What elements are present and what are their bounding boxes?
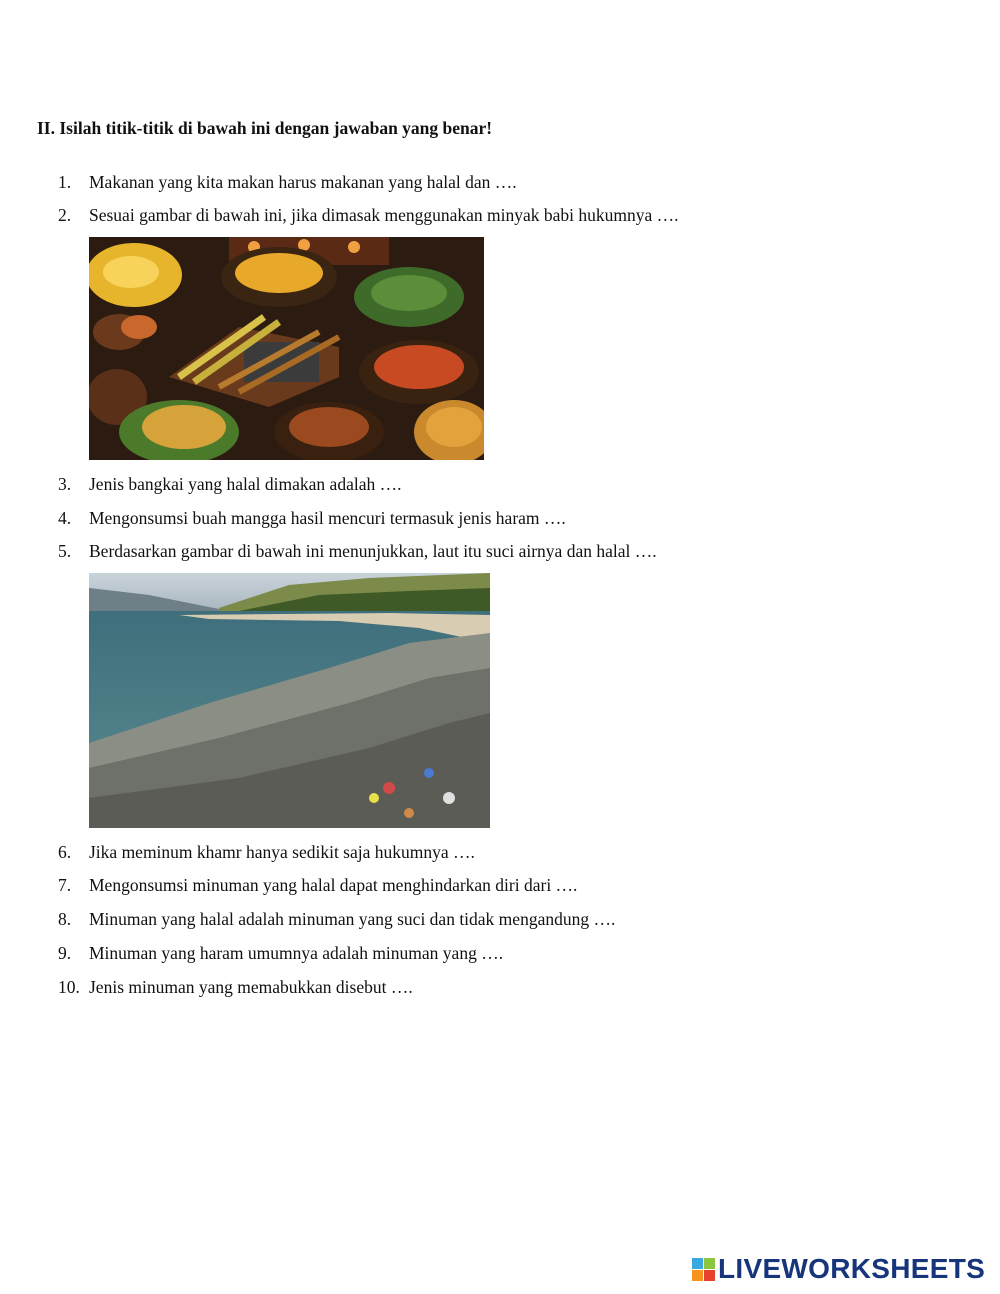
question-text: Berdasarkan gambar di bawah ini menunjukkan, laut itu suci airnya dan halal …. xyxy=(89,541,657,561)
food-photo xyxy=(89,237,484,460)
logo-square xyxy=(692,1258,703,1269)
question-10 xyxy=(58,977,413,998)
question-9 xyxy=(58,943,503,964)
question-text: Sesuai gambar di bawah ini, jika dimasak menggunakan minyak babi hukumnya …. xyxy=(89,205,679,225)
section-heading: II. Isilah titik-titik di bawah ini dengan jawaban yang benar! xyxy=(37,118,493,138)
question-number: 4. xyxy=(58,508,72,528)
logo-mark-icon xyxy=(692,1258,715,1281)
question-number: 3. xyxy=(58,474,72,494)
liveworksheets-logo xyxy=(692,1254,985,1284)
logo-text: LIVEWORKSHEETS xyxy=(718,1253,986,1284)
question-text: Jenis bangkai yang halal dimakan adalah …. xyxy=(89,474,402,494)
question-7 xyxy=(58,875,577,896)
question-text: Jenis minuman yang memabukkan disebut …. xyxy=(89,977,413,997)
logo-square xyxy=(704,1270,715,1281)
question-text: Mengonsumsi buah mangga hasil mencuri termasuk jenis haram …. xyxy=(89,508,566,528)
question-8 xyxy=(58,909,615,930)
question-text: Mengonsumsi minuman yang halal dapat menghindarkan diri dari …. xyxy=(89,875,578,895)
question-1 xyxy=(58,172,517,193)
question-text: Makanan yang kita makan harus makanan yang halal dan …. xyxy=(89,172,517,192)
question-text: Jika meminum khamr hanya sedikit saja hukumnya …. xyxy=(89,842,475,862)
question-number: 8. xyxy=(58,909,72,929)
question-text: Minuman yang haram umumnya adalah minuman yang …. xyxy=(89,943,504,963)
question-number: 9. xyxy=(58,943,72,963)
question-6 xyxy=(58,842,475,863)
question-number: 6. xyxy=(58,842,72,862)
question-number: 10. xyxy=(58,977,80,997)
question-5 xyxy=(58,541,657,562)
question-number: 1. xyxy=(58,172,72,192)
question-text: Minuman yang halal adalah minuman yang suci dan tidak mengandung …. xyxy=(89,909,616,929)
question-3 xyxy=(58,474,401,495)
question-number: 2. xyxy=(58,205,72,225)
logo-square xyxy=(704,1258,715,1269)
question-number: 5. xyxy=(58,541,72,561)
question-2 xyxy=(58,205,679,226)
logo-square xyxy=(692,1270,703,1281)
lake-photo xyxy=(89,573,490,828)
question-4 xyxy=(58,508,566,529)
question-number: 7. xyxy=(58,875,72,895)
